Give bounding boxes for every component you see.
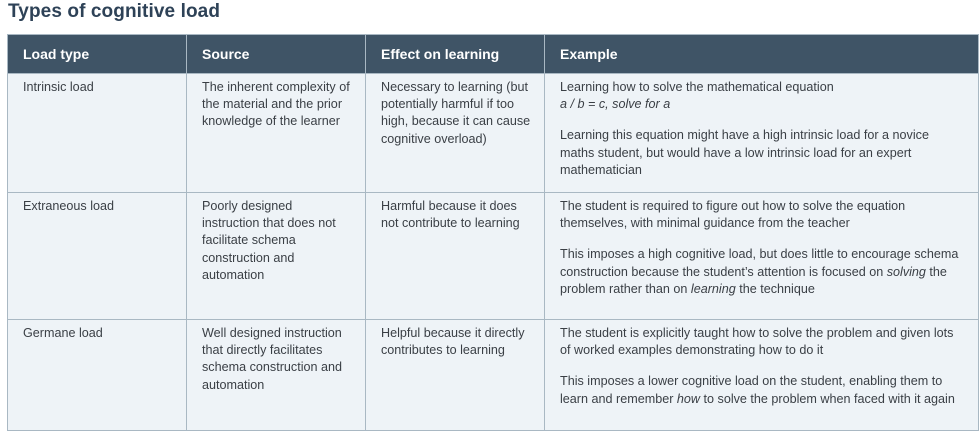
example-equation: a / b = c, solve for a bbox=[560, 97, 671, 112]
example-text: the problem rather than on bbox=[560, 264, 947, 296]
example-text: This imposes a lower cognitive load on the student, enabling them to learn and remember bbox=[560, 374, 943, 406]
header-load-type: Load type bbox=[8, 35, 187, 74]
cell-effect: Necessary to learning (but potentially harmful if too high, because it can cause cognitive overload) bbox=[366, 74, 545, 193]
cell-source: Poorly designed instruction that does not facilitate schema construction and automation bbox=[187, 193, 366, 320]
cell-effect: Harmful because it does not contribute to learning bbox=[366, 193, 545, 320]
example-text: This imposes a high cognitive load, but does little to encourage schema construction because the student’s attention is focused on bbox=[560, 247, 959, 279]
cell-source: The inherent complexity of the material and the prior knowledge of the learner bbox=[187, 74, 366, 193]
table-row bbox=[8, 193, 979, 320]
cell-load-type: Germane load bbox=[8, 320, 187, 431]
example-paragraph: Learning this equation might have a high intrinsic load for a novice maths student, but would have a low intrinsic load for an expert mathematician bbox=[560, 128, 929, 177]
cell-example bbox=[545, 74, 979, 193]
example-paragraph: The student is explicitly taught how to solve the problem and given lots of worked examples demonstrating how to do it bbox=[560, 326, 954, 358]
header-effect: Effect on learning bbox=[366, 35, 545, 74]
example-text: Learning how to solve the mathematical equation bbox=[560, 80, 834, 94]
example-paragraph bbox=[560, 79, 966, 113]
example-paragraph bbox=[560, 373, 966, 407]
example-paragraph: The student is required to figure out how to solve the equation themselves, with minimal guidance from the teacher bbox=[560, 199, 906, 231]
cell-example bbox=[545, 320, 979, 431]
emphasis-text: solving bbox=[886, 264, 926, 279]
cell-effect: Helpful because it directly contributes to learning bbox=[366, 320, 545, 431]
example-paragraph bbox=[560, 246, 966, 298]
cell-source: Well designed instruction that directly facilitates schema construction and automation bbox=[187, 320, 366, 431]
page-title: Types of cognitive load bbox=[8, 1, 221, 22]
table-row bbox=[8, 320, 979, 431]
example-text: the technique bbox=[735, 281, 815, 296]
cell-load-type: Intrinsic load bbox=[8, 74, 187, 193]
emphasis-text: learning bbox=[690, 281, 736, 296]
table-row bbox=[8, 74, 979, 193]
cell-load-type: Extraneous load bbox=[8, 193, 187, 320]
header-example: Example bbox=[545, 35, 979, 74]
cell-example bbox=[545, 193, 979, 320]
cognitive-load-table bbox=[7, 34, 979, 431]
example-text: to solve the problem when faced with it again bbox=[700, 391, 955, 406]
table-header-row bbox=[8, 35, 979, 74]
header-source: Source bbox=[187, 35, 366, 74]
emphasis-text: how bbox=[676, 391, 701, 406]
